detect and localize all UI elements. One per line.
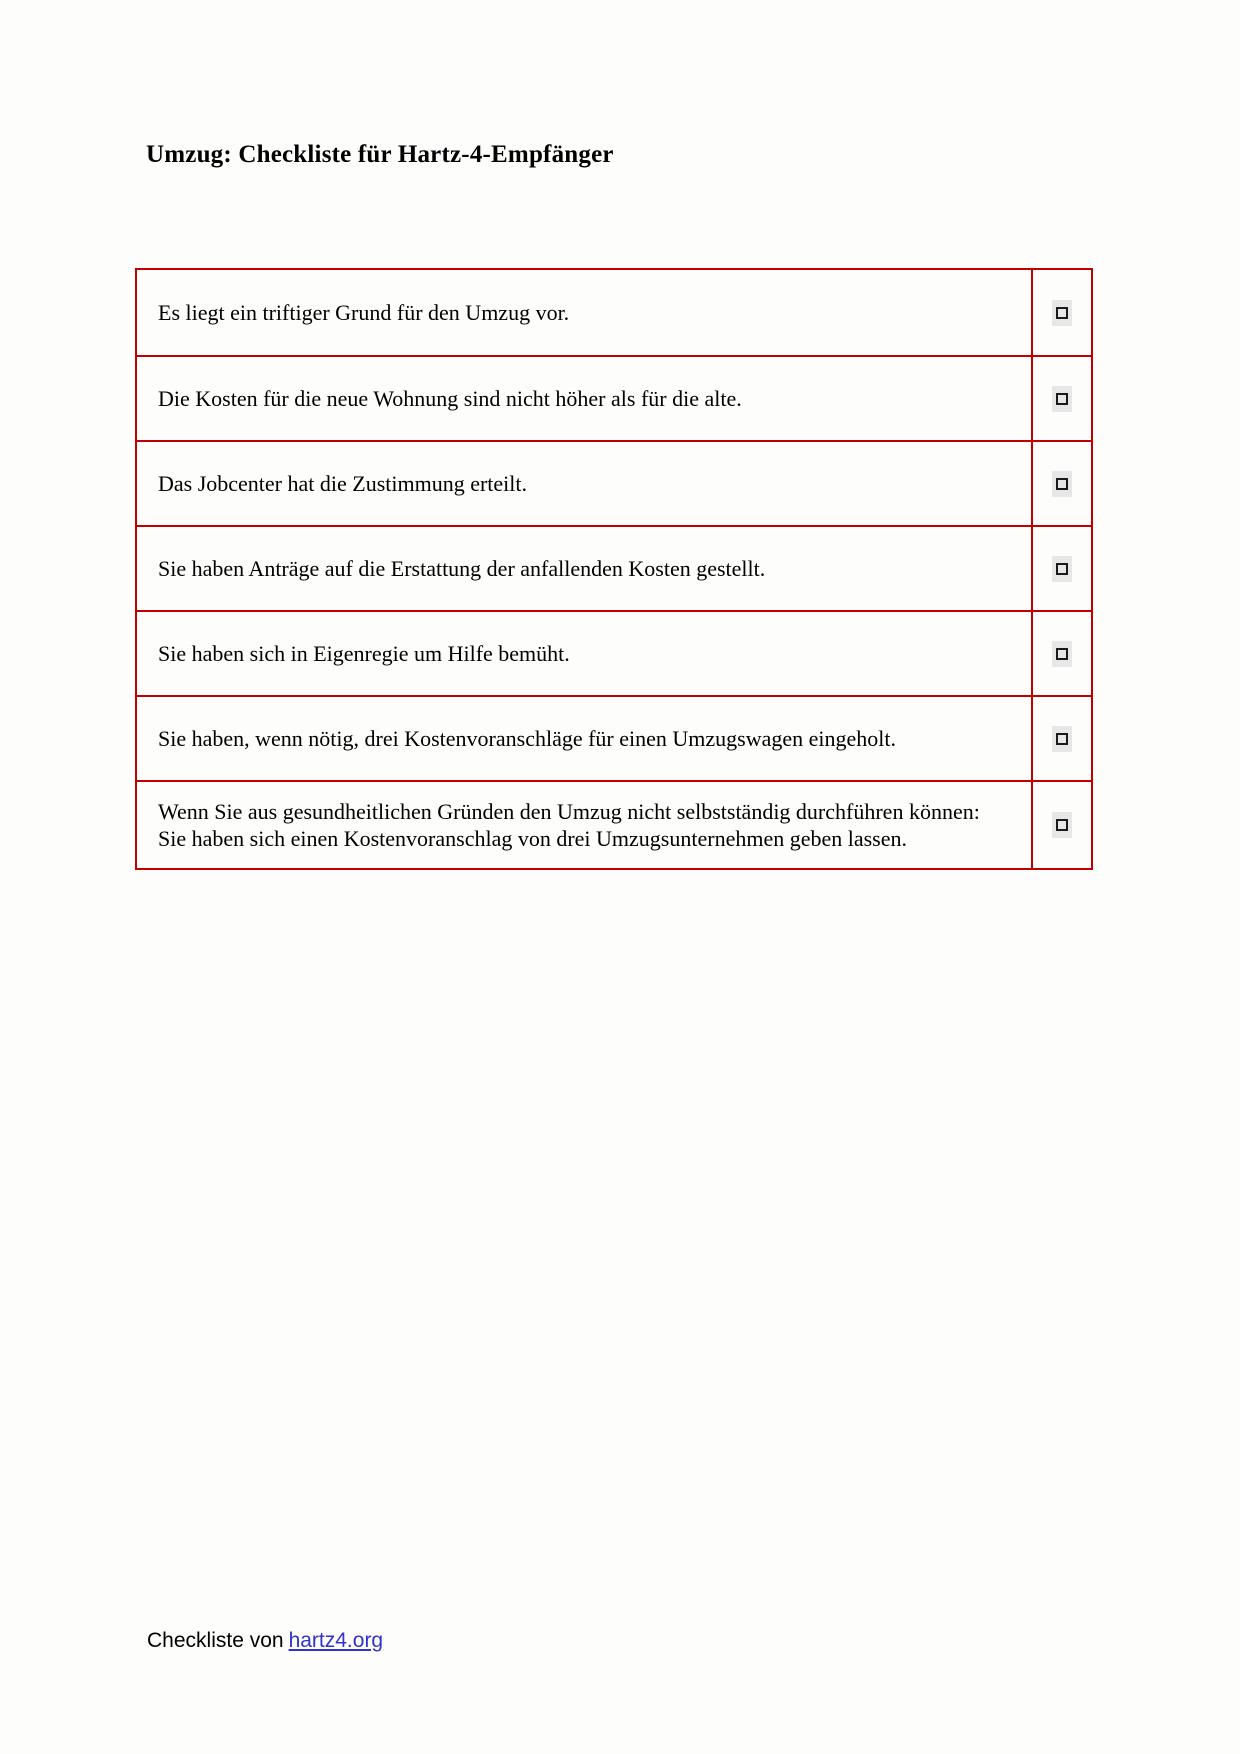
- checkbox-field-shading: [1052, 812, 1072, 838]
- checklist-item-text: Sie haben, wenn nötig, drei Kostenvoranschläge für einen Umzugswagen eingeholt.: [158, 726, 897, 751]
- checklist-table: [135, 268, 1093, 870]
- checkbox-field-shading: [1052, 726, 1072, 752]
- footer-text: Checkliste von: [147, 1629, 284, 1652]
- checklist-item-text: Es liegt ein triftiger Grund für den Umzug vor.: [158, 300, 570, 325]
- checklist-row: [137, 695, 1091, 780]
- page-title: Umzug: Checkliste für Hartz-4-Empfänger: [146, 141, 614, 168]
- checklist-item-text: Sie haben sich in Eigenregie um Hilfe bemüht.: [158, 641, 570, 666]
- checklist-row: [137, 780, 1091, 868]
- checkbox-field-shading: [1052, 641, 1072, 667]
- checkbox-field-shading: [1052, 556, 1072, 582]
- checklist-row: [137, 270, 1091, 355]
- checklist-row: [137, 525, 1091, 610]
- checkbox-cell: [1031, 697, 1091, 780]
- checklist-item-text: Das Jobcenter hat die Zustimmung erteilt.: [158, 471, 528, 496]
- checkbox-cell: [1031, 270, 1091, 355]
- checkbox-field-shading: [1052, 386, 1072, 412]
- checkbox-cell: [1031, 357, 1091, 440]
- checkbox-cell: [1031, 612, 1091, 695]
- checklist-item-text: Wenn Sie aus gesundheitlichen Gründen den Umzug nicht selbstständig durchführen können: Sie haben sich einen Kostenvoranschlag von drei Umzugsunternehmen geben lassen.: [158, 799, 980, 851]
- hartz4-link[interactable]: hartz4.org: [288, 1629, 384, 1652]
- checklist-row: [137, 355, 1091, 440]
- checkbox[interactable]: [1056, 733, 1068, 745]
- checkbox-cell: [1031, 782, 1091, 868]
- checklist-row: [137, 610, 1091, 695]
- checklist-item-text: Sie haben Anträge auf die Erstattung der anfallenden Kosten gestellt.: [158, 556, 766, 581]
- checklist-row: [137, 440, 1091, 525]
- checkbox-cell: [1031, 527, 1091, 610]
- checkbox[interactable]: [1056, 563, 1068, 575]
- checklist-item-text: Die Kosten für die neue Wohnung sind nicht höher als für die alte.: [158, 386, 742, 411]
- checkbox[interactable]: [1056, 393, 1068, 405]
- checkbox-field-shading: [1052, 300, 1072, 326]
- checkbox[interactable]: [1056, 307, 1068, 319]
- checkbox[interactable]: [1056, 648, 1068, 660]
- checkbox-field-shading: [1052, 471, 1072, 497]
- checkbox[interactable]: [1056, 819, 1068, 831]
- checkbox-cell: [1031, 442, 1091, 525]
- checkbox[interactable]: [1056, 478, 1068, 490]
- footer: [147, 1629, 383, 1653]
